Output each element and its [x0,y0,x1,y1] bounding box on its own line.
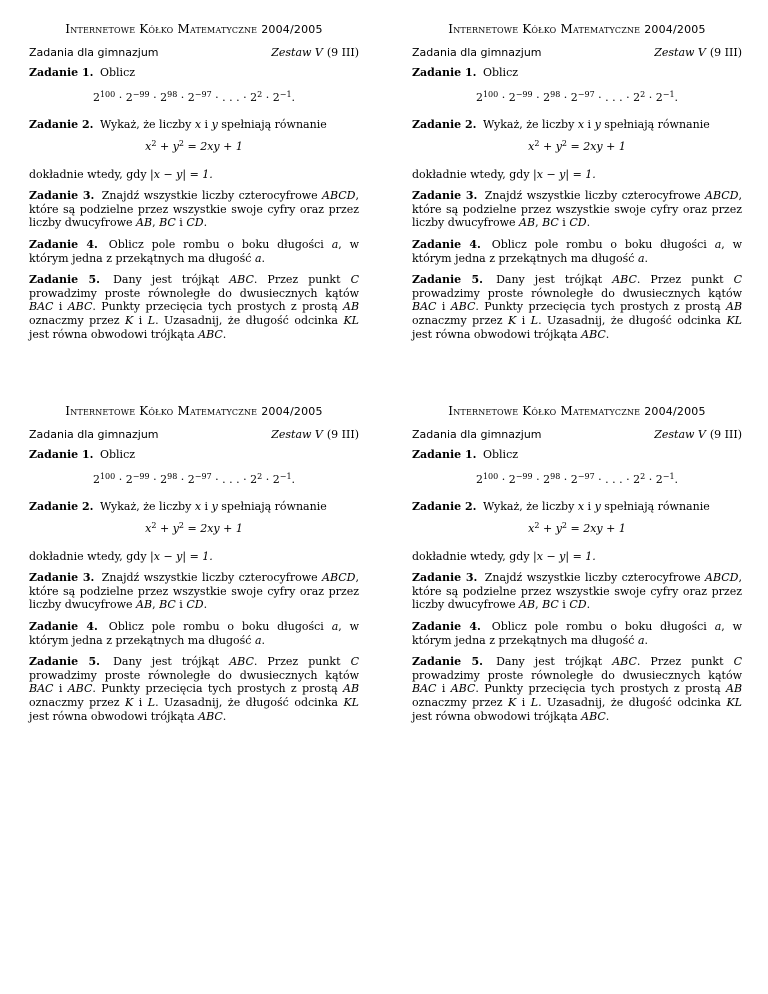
level-label: Zadania dla gimnazjum [412,427,542,441]
problem-2: Zadanie 2. Wykaż, że liczby x i y spełniają równanie [412,118,710,132]
problem-5-label: Zadanie 5. [412,273,484,287]
formula-power-product: $2^{100} \cdot 2^{-99} \cdot 2^{98} \cdot 2^{-97}$ · . . . · $2^2 \cdot 2^{-1}$. [475,89,679,104]
series-date: (9 III) [709,45,742,59]
problem-4: Zadanie 4. Oblicz pole rombu o boku długości a, w którym jedna z przekątnych ma długość a. [412,237,743,265]
problem-2-condition: dokładnie wtedy, gdy |x − y| = 1. [29,549,213,563]
problem-1-label: Zadanie 1. [29,66,94,80]
problem-4-label: Zadanie 4. [29,619,98,633]
sheet-subhead [29,46,359,60]
problem-5-label: Zadanie 5. [29,273,101,287]
problem-2-label: Zadanie 2. [412,118,477,132]
formula-equation: $x^2 + y^2 = 2xy + 1$ [145,138,243,153]
sheet-copy-4 [412,405,742,731]
sheet-year: 2004/2005 [261,405,323,418]
formula-power-product: $2^{100} \cdot 2^{-99} \cdot 2^{98} \cdot 2^{-97}$ · . . . · $2^2 \cdot 2^{-1}$. [92,471,296,486]
problem-2: Zadanie 2. Wykaż, że liczby x i y spełniają równanie [412,500,710,514]
problem-2: Zadanie 2. Wykaż, że liczby x i y spełniają równanie [29,118,327,132]
level-label: Zadania dla gimnazjum [29,427,159,441]
problem-1-text: Oblicz [482,448,519,462]
sheet-title: Internetowe Kółko Matematyczne 2004/2005 [65,22,323,36]
series-label: Zestaw V (9 III) [271,45,359,59]
problem-2-condition: dokładnie wtedy, gdy |x − y| = 1. [29,167,213,181]
problem-2-label: Zadanie 2. [29,500,94,514]
sheet-title: Internetowe Kółko Matematyczne 2004/2005 [65,404,323,418]
problem-3-label: Zadanie 3. [412,571,478,585]
problem-5-label: Zadanie 5. [412,655,484,669]
problem-3-label: Zadanie 3. [29,571,95,585]
series-label: Zestaw V (9 III) [271,427,359,441]
problem-1-label: Zadanie 1. [29,448,94,462]
sheet-subhead [412,46,742,60]
formula-equation: $x^2 + y^2 = 2xy + 1$ [528,138,626,153]
problem-1 [29,66,359,80]
problem-1 [412,448,742,462]
problem-3: Zadanie 3. Znajdź wszystkie liczby czterocyfrowe ABCD, które są podzielne przez wszystkie swoje cyfry oraz przez liczby dwucyfrowe AB, BC i CD. [412,571,742,612]
sheet-title: Internetowe Kółko Matematyczne 2004/2005 [448,404,706,418]
problem-4-label: Zadanie 4. [29,237,98,251]
problem-2-label: Zadanie 2. [29,118,94,132]
series-label: Zestaw V (9 III) [654,427,742,441]
problem-5: Zadanie 5. Dany jest trójkąt ABC. Przez punkt C prowadzimy proste równoległe do dwusiecznych kątów BAC i ABC. Punkty przecięcia tych prostych z prostą AB oznaczmy przez K i L. Uzasadnij, że długość odcinka KL jest równa obwodowi trójkąta ABC. [29,655,360,723]
problem-4-label: Zadanie 4. [412,237,481,251]
formula-power-product: $2^{100} \cdot 2^{-99} \cdot 2^{98} \cdot 2^{-97}$ · . . . · $2^2 \cdot 2^{-1}$. [92,89,296,104]
problem-4: Zadanie 4. Oblicz pole rombu o boku długości a, w którym jedna z przekątnych ma długość a. [29,237,360,265]
sheet-subhead [29,428,359,442]
problem-3: Zadanie 3. Znajdź wszystkie liczby czterocyfrowe ABCD, które są podzielne przez wszystkie swoje cyfry oraz przez liczby dwucyfrowe AB, BC i CD. [29,189,359,230]
problem-3: Zadanie 3. Znajdź wszystkie liczby czterocyfrowe ABCD, które są podzielne przez wszystkie swoje cyfry oraz przez liczby dwucyfrowe AB, BC i CD. [412,189,742,230]
formula-power-product: $2^{100} \cdot 2^{-99} \cdot 2^{98} \cdot 2^{-97}$ · . . . · $2^2 \cdot 2^{-1}$. [475,471,679,486]
problem-4: Zadanie 4. Oblicz pole rombu o boku długości a, w którym jedna z przekątnych ma długość a. [412,619,743,647]
sheet-copy-3 [29,405,359,731]
sheet-year: 2004/2005 [644,405,706,418]
problem-5-label: Zadanie 5. [29,655,101,669]
sheet-copy-2 [412,23,742,349]
series-date: (9 III) [326,427,359,441]
level-label: Zadania dla gimnazjum [29,45,159,59]
problem-1 [412,66,742,80]
problem-1-text: Oblicz [482,66,519,80]
level-label: Zadania dla gimnazjum [412,45,542,59]
problem-1-label: Zadanie 1. [412,66,477,80]
sheet-copy-1 [29,23,359,349]
problem-1-label: Zadanie 1. [412,448,477,462]
problem-2-condition: dokładnie wtedy, gdy |x − y| = 1. [412,167,596,181]
problem-1 [29,448,359,462]
problem-5: Zadanie 5. Dany jest trójkąt ABC. Przez punkt C prowadzimy proste równoległe do dwusiecznych kątów BAC i ABC. Punkty przecięcia tych prostych z prostą AB oznaczmy przez K i L. Uzasadnij, że długość odcinka KL jest równa obwodowi trójkąta ABC. [412,273,743,341]
series-label: Zestaw V (9 III) [654,45,742,59]
problem-5: Zadanie 5. Dany jest trójkąt ABC. Przez punkt C prowadzimy proste równoległe do dwusiecznych kątów BAC i ABC. Punkty przecięcia tych prostych z prostą AB oznaczmy przez K i L. Uzasadnij, że długość odcinka KL jest równa obwodowi trójkąta ABC. [412,655,743,723]
problem-3-label: Zadanie 3. [29,189,95,203]
problem-3: Zadanie 3. Znajdź wszystkie liczby czterocyfrowe ABCD, które są podzielne przez wszystkie swoje cyfry oraz przez liczby dwucyfrowe AB, BC i CD. [29,571,359,612]
problem-2-label: Zadanie 2. [412,500,477,514]
problem-5: Zadanie 5. Dany jest trójkąt ABC. Przez punkt C prowadzimy proste równoległe do dwusiecznych kątów BAC i ABC. Punkty przecięcia tych prostych z prostą AB oznaczmy przez K i L. Uzasadnij, że długość odcinka KL jest równa obwodowi trójkąta ABC. [29,273,360,341]
problem-4-label: Zadanie 4. [412,619,481,633]
problem-1-text: Oblicz [99,448,136,462]
sheet-year: 2004/2005 [261,23,323,36]
formula-equation: $x^2 + y^2 = 2xy + 1$ [528,520,626,535]
formula-equation: $x^2 + y^2 = 2xy + 1$ [145,520,243,535]
problem-2-condition: dokładnie wtedy, gdy |x − y| = 1. [412,549,596,563]
sheet-title: Internetowe Kółko Matematyczne 2004/2005 [448,22,706,36]
problem-1-text: Oblicz [99,66,136,80]
series-date: (9 III) [326,45,359,59]
sheet-year: 2004/2005 [644,23,706,36]
sheet-subhead [412,428,742,442]
problem-3-label: Zadanie 3. [412,189,478,203]
series-date: (9 III) [709,427,742,441]
problem-2: Zadanie 2. Wykaż, że liczby x i y spełniają równanie [29,500,327,514]
problem-4: Zadanie 4. Oblicz pole rombu o boku długości a, w którym jedna z przekątnych ma długość a. [29,619,360,647]
